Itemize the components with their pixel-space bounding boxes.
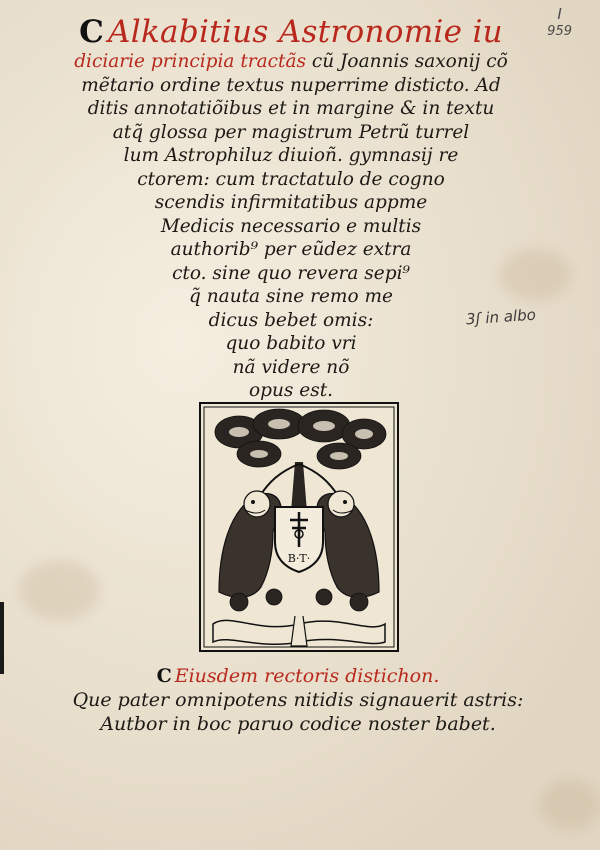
distich-heading-text: Eiusdem rectoris distichon. — [174, 665, 440, 687]
foxing-stain — [20, 560, 100, 620]
foxing-stain — [540, 780, 600, 830]
title-line: opus est. — [248, 380, 334, 401]
shelf-mark-top: I — [557, 5, 562, 23]
shelf-mark-annotation — [547, 6, 572, 40]
binding-edge-mark — [0, 602, 4, 674]
title-line: ctorem: cum tractatulo de cogno — [137, 168, 445, 190]
title-line: scendis infirmitatibus appme — [154, 192, 428, 213]
title-text-block — [56, 14, 526, 403]
title-heading: Alkabitius Astronomie iu — [108, 14, 503, 50]
title-line: quo babito vri — [225, 333, 357, 354]
handwritten-margin-note: 3ʃ in albo — [465, 305, 537, 329]
title-line: mẽtario ordine textus nuperrime disticto. Ad — [81, 74, 501, 96]
printer-monogram: B·T· — [287, 552, 311, 565]
title-line: nã videre nõ — [232, 356, 350, 378]
title-line: q̃ nauta sine remo me — [189, 286, 393, 307]
distich-block — [48, 664, 548, 736]
title-line-text: cũ Joannis saxonij cõ — [311, 51, 508, 72]
printer-device-woodcut — [199, 402, 399, 652]
distich-verse-1: Que pater omnipotens nitidis signauerit astris: — [72, 689, 524, 711]
shelf-mark-number: 959 — [547, 24, 572, 39]
distich-verse-2: Autbor in boc paruo codice noster babet. — [100, 713, 496, 735]
title-line: Medicis necessario e multis — [160, 215, 422, 237]
title-line: cto. sine quo revera sepi⁹ — [172, 262, 410, 284]
distich-heading — [48, 664, 548, 688]
pilcrow-icon: C — [79, 14, 105, 50]
title-line: dicus bebet omis: — [208, 309, 374, 331]
title-line: ditis annotatiõibus et in margine & in textu — [87, 98, 495, 119]
title-line — [56, 50, 526, 74]
title-line: authorib⁹ per eũdez extra — [170, 239, 412, 260]
shield-icon — [275, 507, 323, 572]
title-line: lum Astrophiluz diuioñ. gymnasij re — [123, 145, 459, 166]
title-red-text: diciarie principia tractãs — [74, 51, 306, 72]
pilcrow-icon: C — [156, 665, 172, 687]
title-first-line — [56, 14, 526, 50]
title-line: atq̃ glossa per magistrum Petrũ turrel — [112, 121, 470, 143]
